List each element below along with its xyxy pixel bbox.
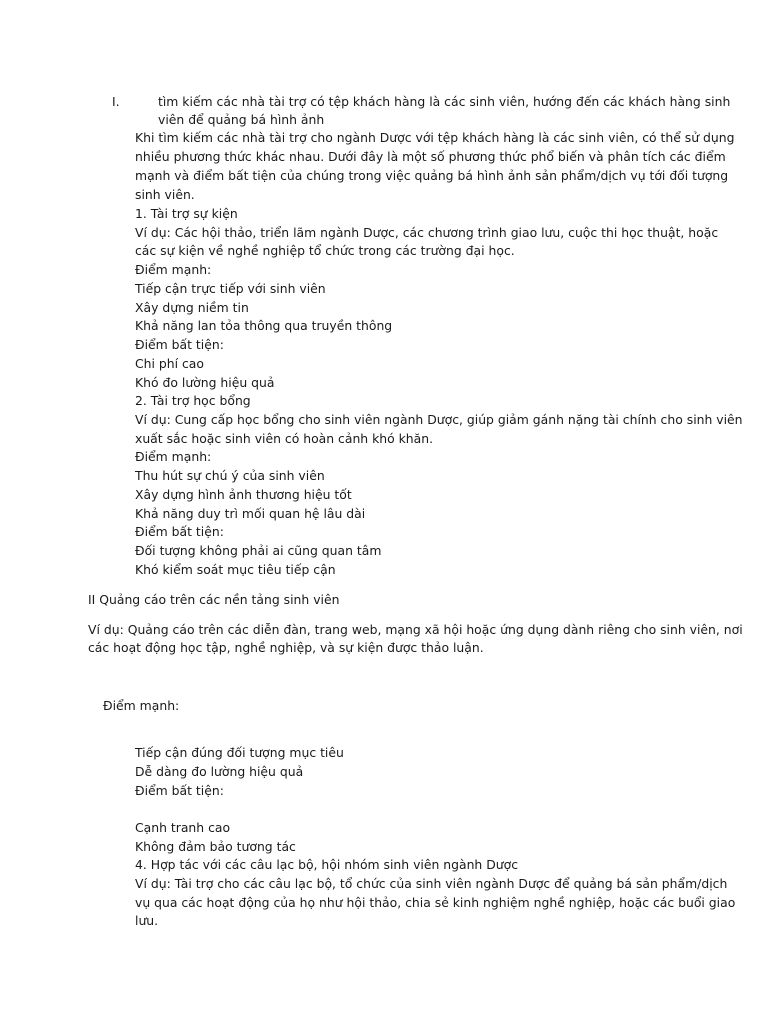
item1-example-line-1: Ví dụ: Các hội thảo, triển lãm ngành Dược, các chương trình giao lưu, cuộc thi học thuật, hoặc xyxy=(135,225,719,240)
item1-strength-2: Xây dựng niềm tin xyxy=(135,300,249,315)
item2-strength-1: Thu hút sự chú ý của sinh viên xyxy=(135,468,325,483)
item2-weakness-1: Đối tượng không phải ai cũng quan tâm xyxy=(135,543,382,558)
item1-strengths-label: Điểm mạnh: xyxy=(135,262,212,277)
item4-example-line-3: lưu. xyxy=(135,913,159,928)
item4-title: 4. Hợp tác với các câu lạc bộ, hội nhóm sinh viên ngành Dược xyxy=(135,857,519,872)
section2-weaknesses-label: Điểm bất tiện: xyxy=(135,783,224,798)
intro-line-3: mạnh và điểm bất tiện của chúng trong việc quảng bá hình ảnh sản phẩm/dịch vụ tới đối tượng xyxy=(135,168,729,183)
item1-strength-1: Tiếp cận trực tiếp với sinh viên xyxy=(135,281,326,296)
item4-example-line-2: vụ qua các hoạt động của họ như hội thảo, chia sẻ kinh nghiệm nghề nghiệp, hoặc các buổi giao xyxy=(135,895,736,910)
item2-example-line-2: xuất sắc hoặc sinh viên có hoàn cảnh khó khăn. xyxy=(135,431,434,446)
section-heading-line-2: viên để quảng bá hình ảnh xyxy=(158,112,325,127)
intro-line-1: Khi tìm kiếm các nhà tài trợ cho ngành Dược với tệp khách hàng là các sinh viên, có thể sử dụng xyxy=(135,130,735,145)
item1-weaknesses-label: Điểm bất tiện: xyxy=(135,337,224,352)
section2-strength-2: Dễ dàng đo lường hiệu quả xyxy=(135,764,304,779)
item1-strength-3: Khả năng lan tỏa thông qua truyền thông xyxy=(135,318,393,333)
item2-title: 2. Tài trợ học bổng xyxy=(135,393,251,408)
item1-weakness-2: Khó đo lường hiệu quả xyxy=(135,375,275,390)
section-heading-line-1: tìm kiếm các nhà tài trợ có tệp khách hàng là các sinh viên, hướng đến các khách hàng sinh xyxy=(158,94,731,109)
item2-weakness-2: Khó kiểm soát mục tiêu tiếp cận xyxy=(135,562,336,577)
section2-strength-1: Tiếp cận đúng đối tượng mục tiêu xyxy=(135,745,344,760)
intro-line-4: sinh viên. xyxy=(135,187,195,202)
section-numeral: I. xyxy=(112,94,120,109)
section2-weakness-1: Cạnh tranh cao xyxy=(135,820,231,835)
section2-strengths-label: Điểm mạnh: xyxy=(103,698,180,713)
intro-line-2: nhiều phương thức khác nhau. Dưới đây là một số phương thức phổ biến và phân tích các điểm xyxy=(135,149,726,164)
section2-weakness-2: Không đảm bảo tương tác xyxy=(135,839,296,854)
item1-title: 1. Tài trợ sự kiện xyxy=(135,206,238,221)
item1-weakness-1: Chi phí cao xyxy=(135,356,204,371)
item1-example-line-2: các sự kiện về nghề nghiệp tổ chức trong các trường đại học. xyxy=(135,243,515,258)
section2-heading: II Quảng cáo trên các nền tảng sinh viên xyxy=(88,592,340,607)
item2-strength-2: Xây dựng hình ảnh thương hiệu tốt xyxy=(135,487,352,502)
section2-example-line-1: Ví dụ: Quảng cáo trên các diễn đàn, trang web, mạng xã hội hoặc ứng dụng dành riêng cho sinh viên, nơi xyxy=(88,622,743,637)
item2-strength-3: Khả năng duy trì mối quan hệ lâu dài xyxy=(135,506,366,521)
item2-example-line-1: Ví dụ: Cung cấp học bổng cho sinh viên ngành Dược, giúp giảm gánh nặng tài chính cho sinh viên xyxy=(135,412,743,427)
item2-weaknesses-label: Điểm bất tiện: xyxy=(135,524,224,539)
item4-example-line-1: Ví dụ: Tài trợ cho các câu lạc bộ, tổ chức của sinh viên ngành Dược để quảng bá sản phẩm/dịch xyxy=(135,876,728,891)
section2-example-line-2: các hoạt động học tập, nghề nghiệp, và sự kiện được thảo luận. xyxy=(88,640,484,655)
item2-strengths-label: Điểm mạnh: xyxy=(135,449,212,464)
